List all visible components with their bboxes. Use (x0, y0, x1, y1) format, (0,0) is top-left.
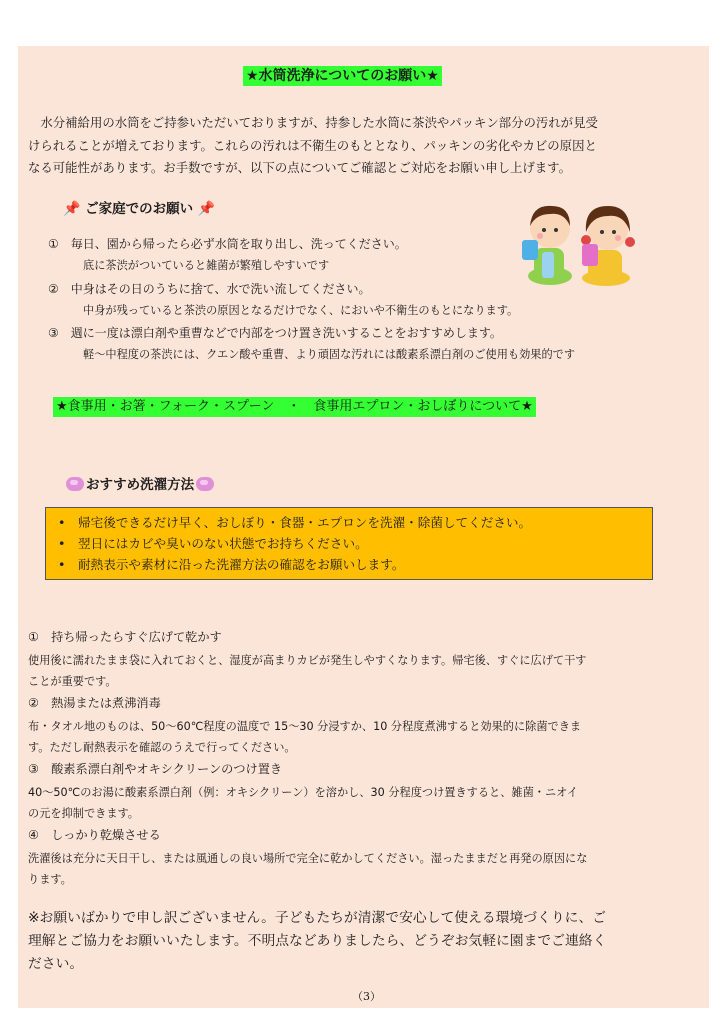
home-item-1: ① 毎日、園から帰ったら必ず水筒を取り出し、洗ってください。 (48, 237, 407, 251)
home-item-1-note: 底に茶渋がついていると雑菌が繁殖しやすいです (83, 259, 330, 272)
wash-tip-3: • 耐熱表示や素材に沿った洗濯方法の確認をお願いします。 (78, 555, 404, 575)
home-heading (63, 197, 215, 217)
wash-step-2-line-2: す。ただし耐熱表示を確認のうえで行ってください。 (28, 741, 296, 754)
wash-step-4-heading: ④ しっかり乾燥させる (28, 828, 161, 842)
closing-line-1: ※お願いばかりで申し訳ございません。子どもたちが清潔で安心して使える環境づくりに、ご (28, 910, 607, 926)
wash-step-3-line-1: 40～50℃のお湯に酸素系漂白剤（例：オキシクリーン）を溶かし、30 分程度つけ置きすると、雑菌・ニオイ (28, 786, 578, 799)
wash-step-1-line-1: 使用後に濡れたまま袋に入れておくと、湿度が高まりカビが発生しやすくなります。帰宅後、すぐに広げて干す (28, 654, 587, 667)
children-drinking-illustration (520, 190, 640, 286)
wash-step-3-heading: ③ 酸素系漂白剤やオキシクリーンのつけ置き (28, 762, 283, 776)
closing-line-2: 理解とご協力をお願いいたします。不明点などありましたら、どうぞお気軽に園までご連絡く (28, 933, 607, 949)
home-item-3-note: 軽～中程度の茶渋には、クエン酸や重曹、より頑固な汚れには酸素系漂白剤のご使用も効果的です (83, 348, 576, 361)
wash-step-3-line-2: の元を抑制できます。 (28, 807, 139, 820)
wash-heading (66, 473, 216, 493)
pushpin-icon: 📌 (197, 201, 216, 217)
wash-heading-text: おすすめ洗濯方法 (86, 477, 195, 493)
wash-tip-2: • 翌日にはカビや臭いのない状態でお持ちください。 (78, 534, 368, 554)
wash-step-1-line-2: ことが重要です。 (28, 675, 117, 688)
wash-step-2-heading: ② 熱湯または煮沸消毒 (28, 696, 161, 710)
home-item-2: ② 中身はその日のうちに捨て、水で洗い流してください。 (48, 282, 371, 296)
closing-line-3: ださい。 (28, 956, 84, 972)
wash-step-1-heading: ① 持ち帰ったらすぐ広げて乾かす (28, 630, 222, 644)
wash-tip-1: • 帰宅後できるだけ早く、おしぼり・食器・エプロンを洗濯・除菌してください。 (78, 513, 531, 533)
wash-tips-box (45, 507, 653, 580)
intro-line-1: 水分補給用の水筒をご持参いただいておりますが、持参した水筒に茶渋やパッキン部分の汚れが見受 (28, 115, 598, 130)
wash-step-4-line-1: 洗濯後は充分に天日干し、または風通しの良い場所で完全に乾かしてください。湿ったままだと再発の原因にな (28, 852, 588, 865)
bottle-title: ★水筒洗浄についてのお願い★ (243, 66, 442, 86)
page-number: （3） (352, 990, 381, 1003)
soap-icon (196, 477, 214, 491)
soap-icon (66, 477, 84, 491)
wash-step-2-line-1: 布・タオル地のものは、50～60℃程度の温度で 15～30 分浸すか、10 分程度煮沸すると効果的に除菌できま (28, 720, 582, 733)
tableware-title: ★食事用・お箸・フォーク・スプーン ・ 食事用エプロン・おしぼりについて★ (53, 397, 536, 417)
intro-line-2: けられることが増えております。これらの汚れは不衛生のもととなり、パッキンの劣化やカビの原因と (28, 138, 597, 153)
home-item-3: ③ 週に一度は漂白剤や重曹などで内部をつけ置き洗いすることをおすすめします。 (48, 326, 502, 340)
home-heading-text: ご家庭でのお願い (85, 201, 194, 217)
wash-step-4-line-2: ります。 (28, 873, 72, 886)
home-item-2-note: 中身が残っていると茶渋の原因となるだけでなく、においや不衛生のもとになります。 (83, 304, 519, 317)
pushpin-icon: 📌 (63, 201, 81, 217)
intro-line-3: なる可能性があります。お手数ですが、以下の点についてご確認とご対応をお願い申し上げます。 (28, 160, 571, 175)
